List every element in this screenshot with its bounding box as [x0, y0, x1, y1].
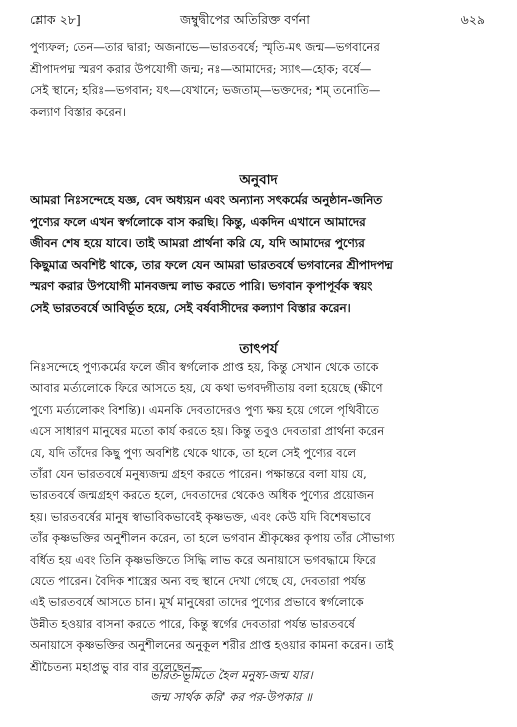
purport-line: শ্রীচৈতন্য মহাপ্রভু বার বার বলেছেন—: [30, 659, 203, 674]
synonyms-line: সেই স্থানে; হরিঃ—ভগবান; যৎ—যেখানে; ভজতাম্—ভক্তদের; শম্ তনোতি—: [30, 83, 381, 97]
translation-line: আমরা নিঃসন্দেহে যজ্ঞ, বেদ অধ্যয়ন এবং অন্যান্য সৎকর্মের অনুষ্ঠান-জনিত: [30, 193, 383, 207]
verse-number-label: শ্লোক ২৮]: [30, 12, 81, 27]
page-header: [30, 12, 485, 30]
translation-line: কিছুমাত্র অবশিষ্ট থাকে, তার ফলে যেন আমরা ভারতবর্ষে ভগবানের শ্রীপাদপদ্ম: [30, 257, 393, 272]
chapter-title: জম্বুদ্বীপের অতিরিক্ত বর্ণনা: [180, 12, 310, 27]
purport-line: এই ভারতবর্ষে আসতে চান। মূর্খ মানুষেরা তাদের পুণ্যের প্রভাবে স্বর্গলোকে: [30, 595, 364, 610]
purport-line: যেতে পারেন। বৈদিক শাস্ত্রের অন্য বহু স্থানে দেখা গেছে যে, দেবতারা পর্যন্ত: [30, 574, 366, 589]
purport-line: আবার মর্ত্যলোকে ফিরে আসতে হয়, যে কথা ভগবদ্গীতায় বলা হয়েছে (ক্ষীণে: [30, 381, 383, 396]
purport-line: যে, যদি তাঁদের কিছু পুণ্য অবশিষ্ট থেকে থাকে, তা হলে সেই পুণ্যের বলে: [30, 445, 357, 460]
translation-heading: অনুবাদ: [239, 172, 278, 188]
purport-line: হয়। ভারতবর্ষের মানুষ স্বাভাবিকভাবেই কৃষ্ণভক্ত, এবং কেউ যদি বিশেষভাবে: [30, 509, 371, 524]
purport-line: পুণ্যে মর্ত্যলোকং বিশন্তি)। এমনকি দেবতাদেরও পুণ্য ক্ষয় হয়ে গেলে পৃথিবীতে: [30, 402, 379, 417]
purport-line: অনায়াসে কৃষ্ণভক্তির অনুশীলনের অনুকূল শরীর প্রাপ্ত হওয়ার কামনা করেন। তাই: [30, 638, 394, 653]
purport-line: তাঁরা যেন ভারতবর্ষে মনুষ্যজন্ম গ্রহণ করতে পারেন। পক্ষান্তরে বলা যায় যে,: [30, 467, 367, 482]
purport-line: ভারতবর্ষে জন্মগ্রহণ করতে হলে, দেবতাদের থেকেও অধিক পুণ্যের প্রয়োজন: [30, 488, 374, 503]
translation-paragraph: [30, 190, 485, 319]
synonyms-line: কল্যাণ বিস্তার করেন।: [30, 104, 126, 119]
purport-heading: তাৎপর্য: [239, 341, 278, 357]
purport-line: উন্নীত হওয়ার বাসনা করতে পারে, কিন্তু স্বর্গের দেবতারা পর্যন্ত ভারতবর্ষে: [30, 616, 355, 631]
purport-paragraph: [30, 357, 485, 678]
translation-line: জীবন শেষ হয়ে যাবে। তাই আমরা প্রার্থনা করি যে, যদি আমাদের পুণ্যের: [30, 236, 365, 250]
purport-line: এসে সাধারণ মানুষের মতো কার্য করতে হয়। কিন্তু তবুও দেবতারা প্রার্থনা করেন: [30, 424, 385, 439]
purport-line: তাঁর কৃষ্ণভক্তির অনুশীলন করেন, তা হলে ভগবান শ্রীকৃষ্ণের কৃপায় তাঁর সৌভাগ্য: [30, 531, 395, 546]
translation-line: পুণ্যের ফলে এখন স্বর্গলোকে বাস করছি। কিন্তু, একদিন এখানে আমাদের: [30, 214, 366, 229]
page-number: ৬২৯: [460, 12, 485, 27]
synonyms-paragraph: [30, 37, 485, 123]
translation-line: স্মরণ করার উপযোগী মানবজন্ম লাভ করতে পারি। ভগবান কৃপাপূর্বক স্বয়ং: [30, 279, 373, 293]
quoted-verse-line-1: ভারত-ভূমিতে হৈল মনুষ্য-জন্ম যার।: [150, 668, 313, 682]
synonyms-line: শ্রীপাদপদ্ম স্মরণ করার উপযোগী জন্ম; নঃ—আমাদের; স্যাৎ—হোক; বর্ষে—: [30, 61, 372, 76]
purport-line: বর্ধিত হয় এবং তিনি কৃষ্ণভক্তিতে সিদ্ধি লাভ করে অনায়াসে ভগবদ্ধামে ফিরে: [30, 552, 376, 567]
translation-line: সেই ভারতবর্ষে আবির্ভূত হয়ে, সেই বর্ষবাসীদের কল্যাণ বিস্তার করেন।: [30, 300, 351, 315]
purport-line: নিঃসন্দেহে পুণ্যকর্মের ফলে জীব স্বর্গলোক প্রাপ্ত হয়, কিন্তু সেখান থেকে তাকে: [30, 360, 379, 374]
quoted-verse-line-2: জন্ম সার্থক করি' কর পর-উপকার ॥: [150, 690, 312, 704]
synonyms-line: পুণ্যফল; তেন—তার দ্বারা; অজনাভে—ভারতবর্ষে; স্মৃতি-মৎ জন্ম—ভগবানের: [30, 40, 380, 54]
